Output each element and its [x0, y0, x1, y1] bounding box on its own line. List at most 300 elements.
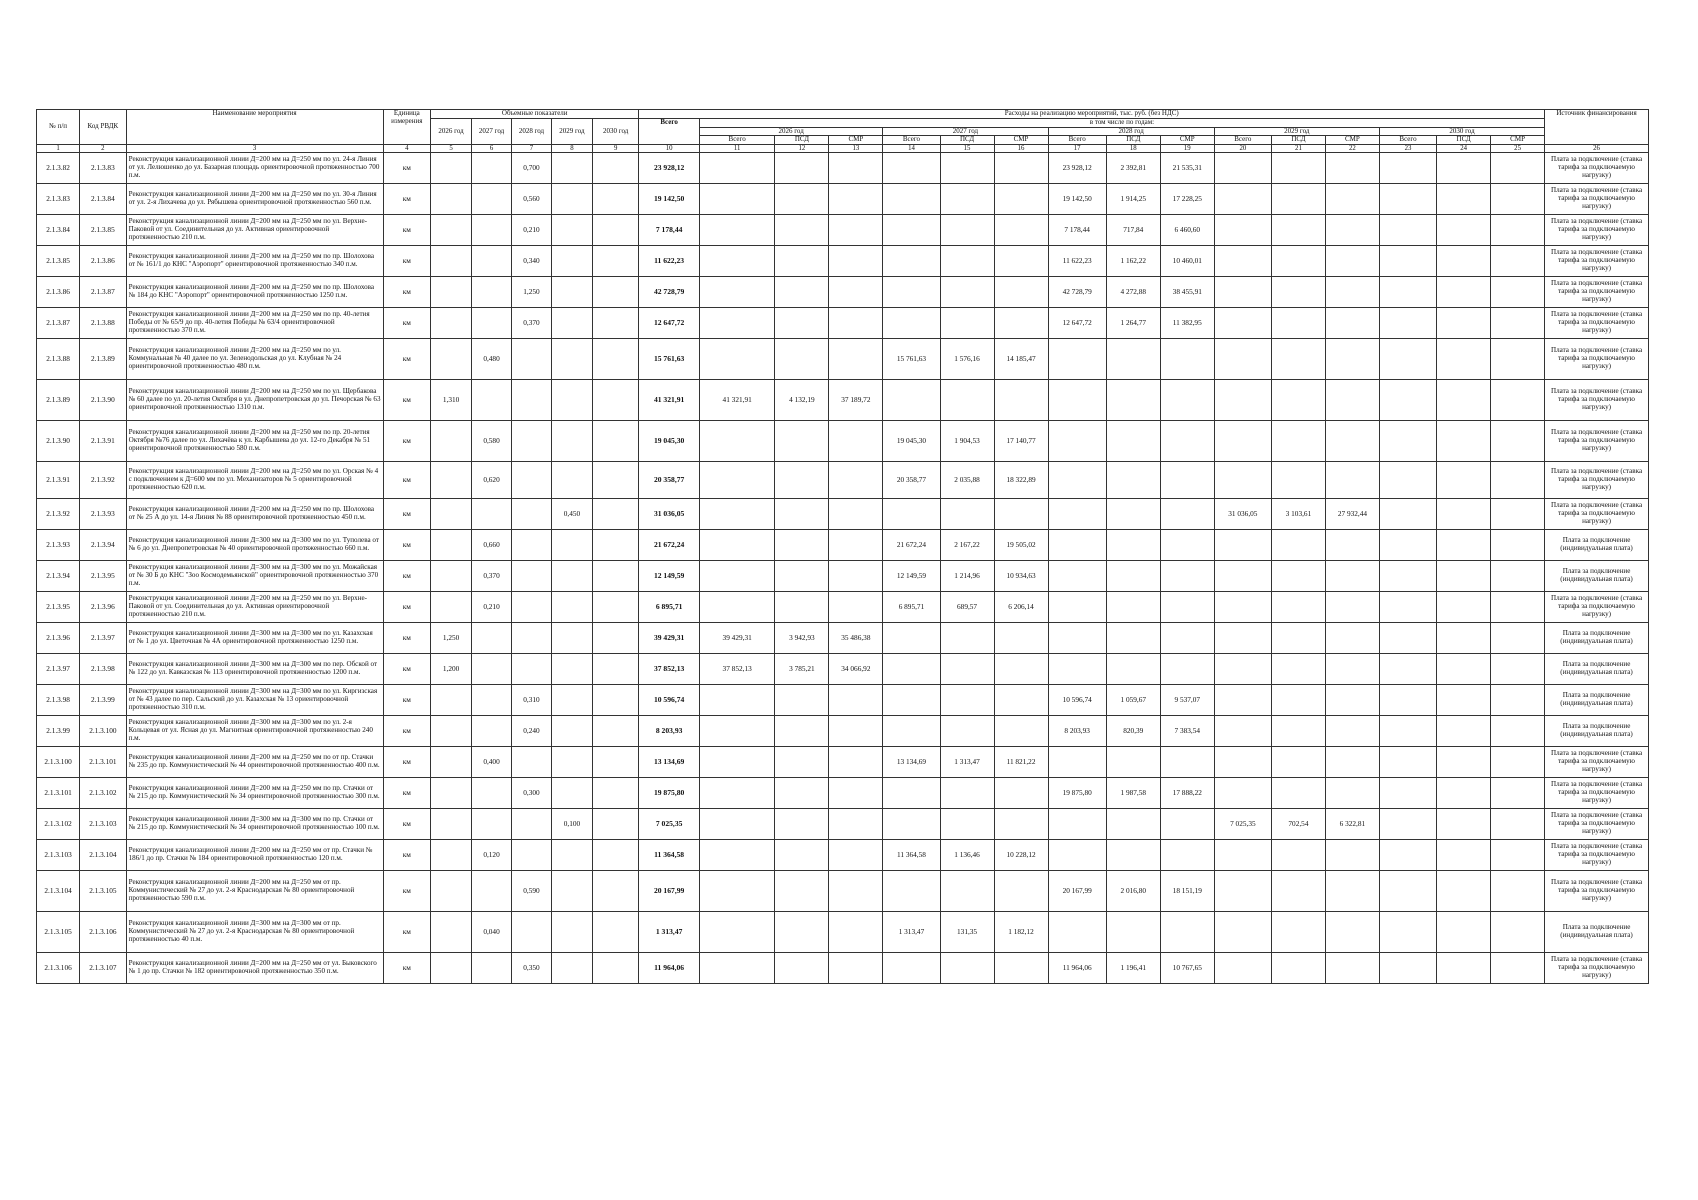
row-number: 2.1.3.91: [37, 461, 80, 498]
cost-cell: [994, 276, 1048, 307]
cost-cell: [1379, 214, 1436, 245]
cost-cell: [1437, 746, 1491, 777]
table-row: [37, 183, 1649, 214]
cost-cell: [1214, 461, 1271, 498]
total-cost-cell: 19 875,80: [639, 777, 699, 808]
cost-cell: [883, 653, 940, 684]
cost-cell: 8 203,93: [1048, 715, 1106, 746]
header-cost-2026: 2026 год: [699, 127, 883, 136]
header-sub-smr: СМР: [994, 136, 1048, 145]
unit-cell: км: [383, 214, 431, 245]
funding-source-cell: Плата за подключение (ставка тарифа за подключаемую нагрузку): [1545, 746, 1649, 777]
cost-cell: 23 928,12: [1048, 152, 1106, 183]
cost-cell: [1491, 952, 1545, 983]
cost-cell: [1437, 591, 1491, 622]
header-sub-psd: ПСД: [940, 136, 994, 145]
row-number: 2.1.3.100: [37, 746, 80, 777]
column-number: 11: [699, 144, 775, 152]
cost-cell: [1437, 461, 1491, 498]
cost-cell: [1437, 529, 1491, 560]
cost-cell: [1325, 183, 1379, 214]
cost-cell: [1325, 684, 1379, 715]
cost-cell: [1491, 529, 1545, 560]
cost-cell: [1214, 379, 1271, 420]
cost-cell: [1214, 911, 1271, 952]
cost-cell: [1437, 214, 1491, 245]
measure-name: Реконструкция канализационной линии Д=200 мм на Д=250 мм по пр. 20-летия Октября №76 далее по ул. Лихачёва к ул. Карбышева до ул. 12-го Декабря № 51 ориентировочной протяженностью 580 п.м.: [126, 420, 383, 461]
row-code: 2.1.3.103: [80, 808, 126, 839]
funding-source-cell: Плата за подключение (ставка тарифа за подключаемую нагрузку): [1545, 276, 1649, 307]
volume-cell: [512, 420, 552, 461]
cost-cell: 3 103,61: [1271, 498, 1325, 529]
measure-name: Реконструкция канализационной линии Д=200 мм на Д=250 мм по пр. Стачки от № 215 до пр. Коммунистический № 34 ориентировочной протяженностью 300 п.м.: [126, 777, 383, 808]
header-costs: Расходы на реализацию мероприятий, тыс. руб. (без НДС): [639, 110, 1545, 119]
cost-cell: [1491, 911, 1545, 952]
volume-cell: [431, 152, 472, 183]
cost-cell: 20 358,77: [883, 461, 940, 498]
cost-cell: [699, 529, 775, 560]
cost-cell: [1491, 498, 1545, 529]
header-cost-2029: 2029 год: [1214, 127, 1379, 136]
total-cost-cell: 21 672,24: [639, 529, 699, 560]
cost-cell: 17 228,25: [1160, 183, 1214, 214]
table-row: [37, 839, 1649, 870]
cost-cell: [883, 245, 940, 276]
cost-cell: 1 264,77: [1106, 307, 1160, 338]
row-number: 2.1.3.87: [37, 307, 80, 338]
cost-cell: [1214, 777, 1271, 808]
cost-cell: 2 016,80: [1106, 870, 1160, 911]
cost-cell: [883, 152, 940, 183]
column-number: 4: [383, 144, 431, 152]
volume-cell: [431, 808, 472, 839]
cost-cell: [699, 777, 775, 808]
cost-cell: [699, 214, 775, 245]
cost-cell: [1325, 653, 1379, 684]
total-cost-cell: 15 761,63: [639, 338, 699, 379]
volume-cell: [431, 777, 472, 808]
volume-cell: 0,310: [512, 684, 552, 715]
cost-cell: [1106, 839, 1160, 870]
table-row: [37, 245, 1649, 276]
cost-cell: [1271, 715, 1325, 746]
total-cost-cell: 41 321,91: [639, 379, 699, 420]
header-sub-total: Всего: [883, 136, 940, 145]
table-row: [37, 529, 1649, 560]
cost-cell: [1271, 560, 1325, 591]
volume-cell: [472, 245, 512, 276]
volume-cell: [592, 808, 638, 839]
cost-cell: [699, 911, 775, 952]
cost-cell: [1160, 839, 1214, 870]
funding-source-cell: Плата за подключение (ставка тарифа за подключаемую нагрузку): [1545, 379, 1649, 420]
header-sub-total: Всего: [699, 136, 775, 145]
cost-cell: [1214, 276, 1271, 307]
total-cost-cell: 39 429,31: [639, 622, 699, 653]
cost-cell: [829, 307, 883, 338]
column-number: 15: [940, 144, 994, 152]
cost-cell: [940, 715, 994, 746]
cost-cell: [1160, 461, 1214, 498]
cost-cell: [940, 498, 994, 529]
cost-cell: [940, 622, 994, 653]
cost-cell: 19 875,80: [1048, 777, 1106, 808]
cost-cell: [940, 684, 994, 715]
cost-cell: [1214, 952, 1271, 983]
cost-cell: [1271, 152, 1325, 183]
cost-cell: 1 313,47: [940, 746, 994, 777]
cost-cell: [1048, 746, 1106, 777]
cost-cell: [699, 839, 775, 870]
cost-cell: [1106, 808, 1160, 839]
cost-cell: [1437, 560, 1491, 591]
cost-cell: 2 167,22: [940, 529, 994, 560]
funding-source-cell: Плата за подключение (индивидуальная плата): [1545, 653, 1649, 684]
cost-cell: [1379, 420, 1436, 461]
row-code: 2.1.3.98: [80, 653, 126, 684]
cost-cell: [829, 591, 883, 622]
volume-cell: [431, 870, 472, 911]
measure-name: Реконструкция канализационной линии Д=300 мм на Д=300 мм по пер. Обской от № 122 до ул. Кавказская № 113 ориентировочной протяженностью 1200 п.м.: [126, 653, 383, 684]
cost-cell: [1271, 653, 1325, 684]
cost-cell: [1491, 746, 1545, 777]
measures-table: [36, 109, 1649, 984]
cost-cell: 10 934,63: [994, 560, 1048, 591]
cost-cell: 12 149,59: [883, 560, 940, 591]
cost-cell: [940, 245, 994, 276]
volume-cell: [431, 560, 472, 591]
cost-cell: [1379, 684, 1436, 715]
cost-cell: [1048, 591, 1106, 622]
cost-cell: 35 486,38: [829, 622, 883, 653]
volume-cell: [551, 952, 592, 983]
measure-name: Реконструкция канализационной линии Д=200 мм на Д=250 мм по пр. 40-летия Победы от № 65/9 до пр. 40-летия Победы № 63/4 ориентировочной протяженностью 370 п.м.: [126, 307, 383, 338]
cost-cell: [775, 952, 829, 983]
cost-cell: [1379, 777, 1436, 808]
measure-name: Реконструкция канализационной линии Д=300 мм на Д=300 мм по ул. Туполева от № 6 до ул. Днепропетровская № 40 ориентировочной протяженностью 660 п.м.: [126, 529, 383, 560]
cost-cell: [1491, 808, 1545, 839]
column-number: 25: [1491, 144, 1545, 152]
cost-cell: [940, 870, 994, 911]
volume-cell: [551, 911, 592, 952]
table-row: [37, 560, 1649, 591]
measure-name: Реконструкция канализационной линии Д=200 мм на Д=250 мм по ул. Орская № 4 с подключением к Д=600 мм по ул. Механизаторов № 5 ориентировочной протяженностью 620 п.м.: [126, 461, 383, 498]
cost-cell: [1214, 152, 1271, 183]
cost-cell: 38 455,91: [1160, 276, 1214, 307]
volume-cell: [551, 591, 592, 622]
row-number: 2.1.3.105: [37, 911, 80, 952]
table-row: [37, 461, 1649, 498]
table-body: [37, 152, 1649, 983]
cost-cell: [1491, 591, 1545, 622]
cost-cell: [775, 560, 829, 591]
cost-cell: [775, 276, 829, 307]
cost-cell: [1491, 684, 1545, 715]
volume-cell: [431, 715, 472, 746]
table-row: [37, 214, 1649, 245]
cost-cell: [775, 746, 829, 777]
cost-cell: [775, 684, 829, 715]
volume-cell: [472, 952, 512, 983]
row-number: 2.1.3.96: [37, 622, 80, 653]
row-code: 2.1.3.90: [80, 379, 126, 420]
column-number: 20: [1214, 144, 1271, 152]
volume-cell: 1,310: [431, 379, 472, 420]
column-number: 10: [639, 144, 699, 152]
row-code: 2.1.3.94: [80, 529, 126, 560]
funding-source-cell: Плата за подключение (ставка тарифа за подключаемую нагрузку): [1545, 591, 1649, 622]
cost-cell: 6 895,71: [883, 591, 940, 622]
cost-cell: [829, 952, 883, 983]
cost-cell: 1 914,25: [1106, 183, 1160, 214]
volume-cell: [592, 777, 638, 808]
table-row: [37, 911, 1649, 952]
total-cost-cell: 42 728,79: [639, 276, 699, 307]
cost-cell: [1160, 653, 1214, 684]
funding-source-cell: Плата за подключение (ставка тарифа за подключаемую нагрузку): [1545, 870, 1649, 911]
header-vol-2027: 2027 год: [472, 119, 512, 145]
measure-name: Реконструкция канализационной линии Д=200 мм на Д=250 мм по ул. 30-я Линия от ул. 2-я Лихачева до ул. Рябышева ориентировочной протяженностью 560 п.м.: [126, 183, 383, 214]
row-number: 2.1.3.94: [37, 560, 80, 591]
cost-cell: [829, 276, 883, 307]
cost-cell: [994, 183, 1048, 214]
row-number: 2.1.3.88: [37, 338, 80, 379]
cost-cell: [994, 777, 1048, 808]
volume-cell: [551, 839, 592, 870]
total-cost-cell: 19 045,30: [639, 420, 699, 461]
cost-cell: [1325, 214, 1379, 245]
cost-cell: [940, 808, 994, 839]
volume-cell: [592, 560, 638, 591]
column-number: 14: [883, 144, 940, 152]
cost-cell: [1491, 307, 1545, 338]
table-row: [37, 591, 1649, 622]
cost-cell: 6 460,60: [1160, 214, 1214, 245]
unit-cell: км: [383, 715, 431, 746]
total-cost-cell: 12 149,59: [639, 560, 699, 591]
cost-cell: [699, 560, 775, 591]
total-cost-cell: 19 142,50: [639, 183, 699, 214]
row-code: 2.1.3.95: [80, 560, 126, 591]
volume-cell: [551, 746, 592, 777]
funding-source-cell: Плата за подключение (ставка тарифа за подключаемую нагрузку): [1545, 152, 1649, 183]
cost-cell: [883, 715, 940, 746]
volume-cell: [472, 653, 512, 684]
cost-cell: 7 383,54: [1160, 715, 1214, 746]
funding-source-cell: Плата за подключение (индивидуальная плата): [1545, 715, 1649, 746]
header-cost-2028: 2028 год: [1048, 127, 1214, 136]
cost-cell: 4 132,19: [775, 379, 829, 420]
cost-cell: [699, 715, 775, 746]
column-number: 6: [472, 144, 512, 152]
cost-cell: [883, 214, 940, 245]
header-unit: Единица измерения: [383, 110, 431, 145]
cost-cell: 1 214,96: [940, 560, 994, 591]
cost-cell: [1379, 591, 1436, 622]
cost-cell: 13 134,69: [883, 746, 940, 777]
cost-cell: 1 904,53: [940, 420, 994, 461]
cost-cell: [829, 808, 883, 839]
cost-cell: [1437, 870, 1491, 911]
volume-cell: [472, 152, 512, 183]
cost-cell: [1271, 746, 1325, 777]
cost-cell: [1437, 777, 1491, 808]
cost-cell: [775, 529, 829, 560]
volume-cell: [472, 808, 512, 839]
measure-name: Реконструкция канализационной линии Д=200 мм на Д=250 мм по пр. Шолохова от № 161/1 до КНС "Аэропорт" ориентировочной протяженностью 340 п.м.: [126, 245, 383, 276]
row-number: 2.1.3.95: [37, 591, 80, 622]
funding-source-cell: Плата за подключение (ставка тарифа за подключаемую нагрузку): [1545, 839, 1649, 870]
unit-cell: км: [383, 622, 431, 653]
cost-cell: 15 761,63: [883, 338, 940, 379]
header-sub-total: Всего: [1048, 136, 1106, 145]
funding-source-cell: Плата за подключение (индивидуальная плата): [1545, 911, 1649, 952]
unit-cell: км: [383, 952, 431, 983]
cost-cell: [1437, 653, 1491, 684]
volume-cell: [512, 529, 552, 560]
measure-name: Реконструкция канализационной линии Д=300 мм на Д=300 мм по ул. 2-я Кольцевая от ул. Ясная до ул. Магнитная ориентировочной протяженностью 240 п.м.: [126, 715, 383, 746]
cost-cell: [1214, 622, 1271, 653]
cost-cell: [1106, 560, 1160, 591]
cost-cell: [829, 777, 883, 808]
cost-cell: [1437, 911, 1491, 952]
cost-cell: [699, 952, 775, 983]
row-code: 2.1.3.84: [80, 183, 126, 214]
cost-cell: [829, 715, 883, 746]
volume-cell: [512, 653, 552, 684]
volume-cell: [551, 276, 592, 307]
header-sub-psd: ПСД: [1106, 136, 1160, 145]
row-number: 2.1.3.90: [37, 420, 80, 461]
unit-cell: км: [383, 870, 431, 911]
cost-cell: [1106, 653, 1160, 684]
row-number: 2.1.3.83: [37, 183, 80, 214]
volume-cell: [551, 420, 592, 461]
volume-cell: [551, 684, 592, 715]
volume-cell: [592, 498, 638, 529]
cost-cell: [1214, 746, 1271, 777]
unit-cell: км: [383, 276, 431, 307]
cost-cell: [1106, 338, 1160, 379]
cost-cell: [1437, 152, 1491, 183]
volume-cell: [551, 461, 592, 498]
cost-cell: [1214, 338, 1271, 379]
cost-cell: 10 596,74: [1048, 684, 1106, 715]
row-number: 2.1.3.92: [37, 498, 80, 529]
row-code: 2.1.3.100: [80, 715, 126, 746]
volume-cell: [431, 529, 472, 560]
cost-cell: [1379, 338, 1436, 379]
cost-cell: [1325, 591, 1379, 622]
cost-cell: [1491, 152, 1545, 183]
cost-cell: [1106, 420, 1160, 461]
header-sub-psd: ПСД: [775, 136, 829, 145]
column-number: 3: [126, 144, 383, 152]
cost-cell: [1379, 952, 1436, 983]
cost-cell: [1271, 338, 1325, 379]
row-code: 2.1.3.105: [80, 870, 126, 911]
cost-cell: [1214, 839, 1271, 870]
unit-cell: км: [383, 338, 431, 379]
volume-cell: [431, 183, 472, 214]
cost-cell: [1106, 746, 1160, 777]
cost-cell: [699, 746, 775, 777]
cost-cell: [1491, 653, 1545, 684]
funding-source-cell: Плата за подключение (ставка тарифа за подключаемую нагрузку): [1545, 214, 1649, 245]
volume-cell: [551, 777, 592, 808]
volume-cell: 0,300: [512, 777, 552, 808]
cost-cell: [829, 245, 883, 276]
row-code: 2.1.3.99: [80, 684, 126, 715]
cost-cell: [1048, 498, 1106, 529]
cost-cell: [883, 870, 940, 911]
cost-cell: [1325, 715, 1379, 746]
cost-cell: [1271, 183, 1325, 214]
total-cost-cell: 20 358,77: [639, 461, 699, 498]
cost-cell: 689,57: [940, 591, 994, 622]
cost-cell: 18 322,89: [994, 461, 1048, 498]
row-number: 2.1.3.106: [37, 952, 80, 983]
cost-cell: [1160, 808, 1214, 839]
volume-cell: 0,120: [472, 839, 512, 870]
total-cost-cell: 11 364,58: [639, 839, 699, 870]
header-source: Источник финансирования: [1545, 110, 1649, 145]
cost-cell: [1325, 276, 1379, 307]
funding-source-cell: Плата за подключение (ставка тарифа за подключаемую нагрузку): [1545, 307, 1649, 338]
cost-cell: [1160, 529, 1214, 560]
cost-cell: 1 196,41: [1106, 952, 1160, 983]
cost-cell: [1106, 591, 1160, 622]
cost-cell: [994, 715, 1048, 746]
total-cost-cell: 37 852,13: [639, 653, 699, 684]
cost-cell: [1379, 653, 1436, 684]
unit-cell: км: [383, 379, 431, 420]
volume-cell: 0,340: [512, 245, 552, 276]
volume-cell: 0,560: [512, 183, 552, 214]
cost-cell: [1437, 420, 1491, 461]
row-number: 2.1.3.102: [37, 808, 80, 839]
volume-cell: [592, 653, 638, 684]
header-cost-2030: 2030 год: [1379, 127, 1544, 136]
cost-cell: [940, 152, 994, 183]
cost-cell: [940, 653, 994, 684]
cost-cell: 21 672,24: [883, 529, 940, 560]
column-number: 9: [592, 144, 638, 152]
volume-cell: [551, 214, 592, 245]
header-sub-psd: ПСД: [1437, 136, 1491, 145]
cost-cell: [829, 461, 883, 498]
volume-cell: [592, 420, 638, 461]
funding-source-cell: Плата за подключение (ставка тарифа за подключаемую нагрузку): [1545, 808, 1649, 839]
unit-cell: км: [383, 653, 431, 684]
volume-cell: 0,040: [472, 911, 512, 952]
cost-cell: [1325, 420, 1379, 461]
unit-cell: км: [383, 152, 431, 183]
cost-cell: [1491, 338, 1545, 379]
cost-cell: [1437, 183, 1491, 214]
cost-cell: [1214, 653, 1271, 684]
header-vol-2029: 2029 год: [551, 119, 592, 145]
cost-cell: 6 322,81: [1325, 808, 1379, 839]
table-row: [37, 622, 1649, 653]
cost-cell: [994, 214, 1048, 245]
header-by-years: в том числе по годам:: [699, 119, 1544, 128]
column-number: 17: [1048, 144, 1106, 152]
funding-source-cell: Плата за подключение (индивидуальная плата): [1545, 529, 1649, 560]
cost-cell: [1437, 622, 1491, 653]
cost-cell: 3 942,93: [775, 622, 829, 653]
cost-cell: 1 576,16: [940, 338, 994, 379]
